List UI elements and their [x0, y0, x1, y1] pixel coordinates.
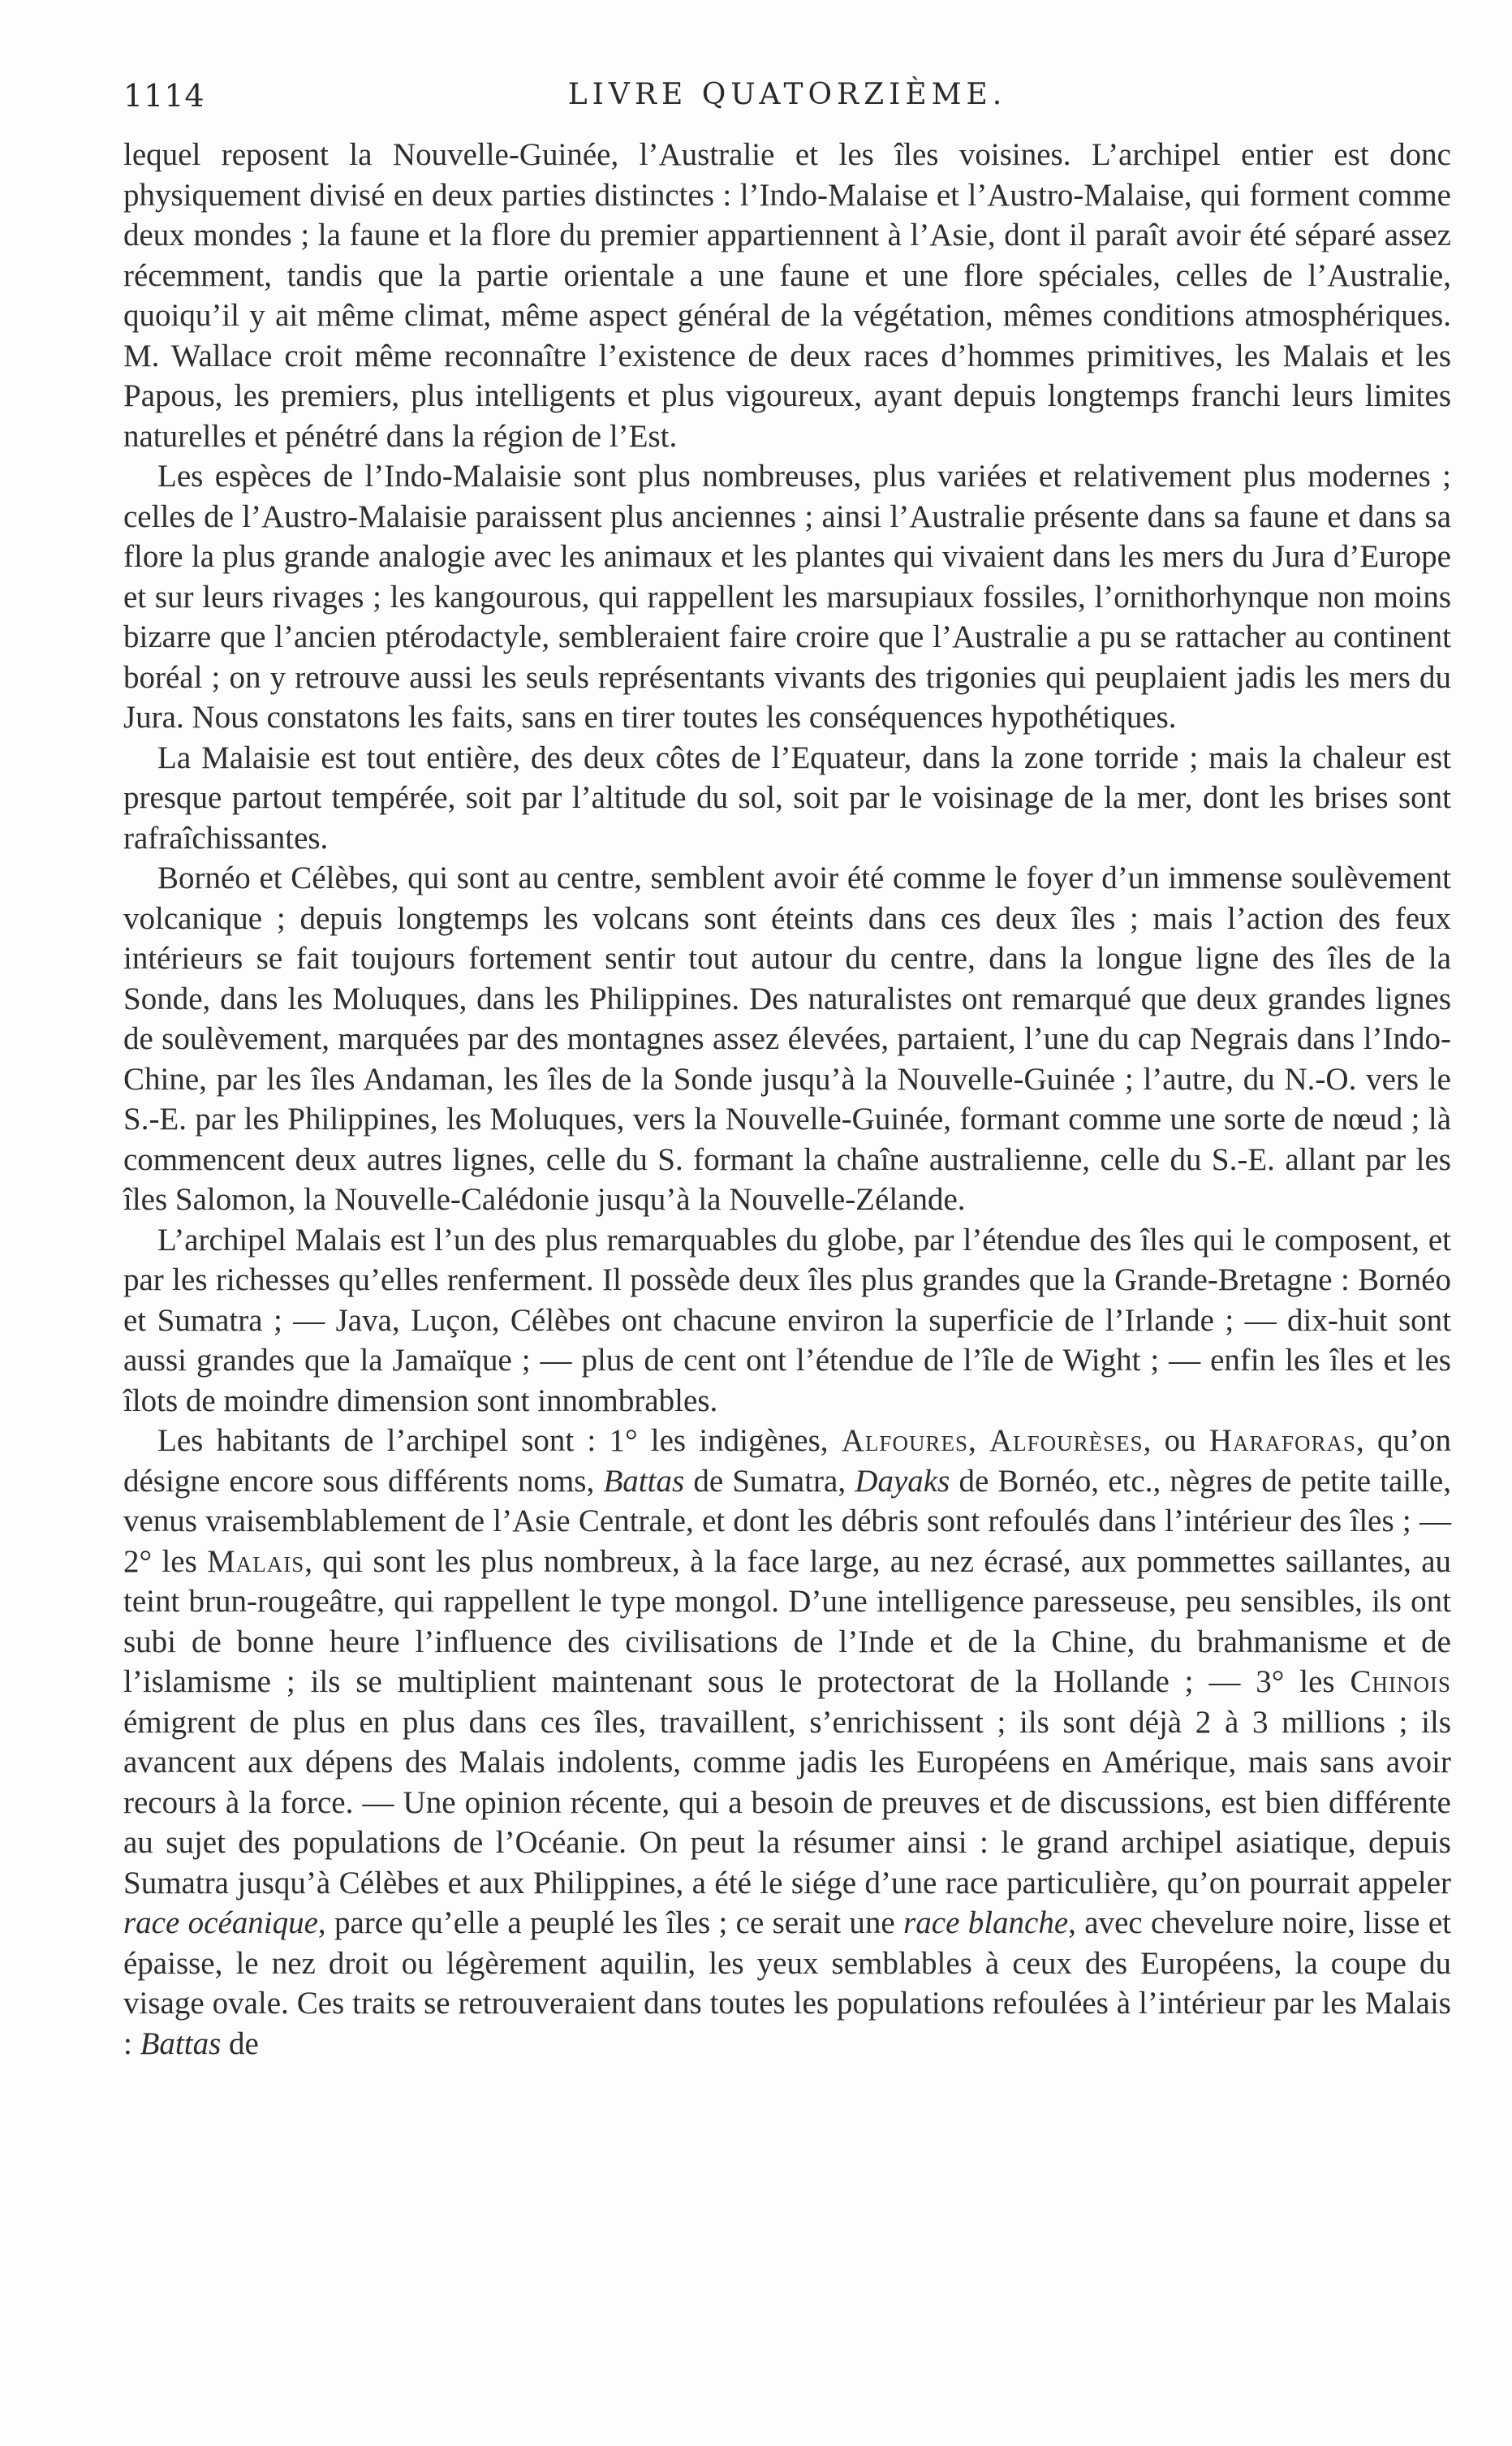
paragraph — [123, 858, 1451, 1220]
paragraph-text: de — [221, 2025, 259, 2061]
italic-text: Dayaks — [855, 1463, 950, 1499]
paragraph-text: Les espèces de l’Indo-Malaisie sont plus nombreuses, plus variées et relativement plus modernes ; celles de l’Austro-Malaisie paraissent plus anciennes ; ainsi l’Australie présente dans sa faune et dans sa flore la plus grande analogie avec les animaux et les plantes qui vivaient dans les mers du Jura d’Europe et sur leurs rivages ; les kangourous, qui rappellent les marsupiaux fossiles, l’ornithorhynque non moins bizarre que l’ancien ptérodactyle, sembleraient faire croire que l’Australie a pu se rattacher au continent boréal ; on y retrouve aussi les seuls représentants vivants des trigonies qui peuplaient jadis les mers du Jura. Nous constatons les faits, sans en tirer toutes les conséquences hypothétiques. — [123, 459, 1451, 735]
page-number: 1114 — [123, 78, 205, 114]
paragraph-text: , qu’on désigne encore sous différents noms, — [123, 1423, 1451, 1499]
body-text — [123, 135, 1451, 2064]
paragraph-text: de Bornéo, etc., nègres de petite taille, venus vraisemblablement de l’Asie Centrale, et dont les débris sont refoulés dans l’intérieur des îles ; — 2° les — [123, 1463, 1451, 1579]
paragraph-text: , qui sont les plus nombreux, à la face large, au nez écrasé, aux pommettes saillantes, au teint brun-rougeâtre, qui rappellent le type mongol. D’une intelligence paresseuse, peu sensibles, ils ont subi de bonne heure l’influence des civilisations de l’Inde et de la Chine, du brahmanisme et de l’islamisme ; ils se multiplient maintenant sous le protectorat de la Hollande ; — 3° les — [123, 1543, 1451, 1699]
paragraph — [123, 135, 1451, 456]
small-caps-text: Alfourèses — [989, 1423, 1144, 1458]
small-caps-text: Malais — [207, 1543, 305, 1579]
paragraph-text: de Sumatra, — [684, 1463, 855, 1499]
paragraph — [123, 1220, 1451, 1421]
paragraph-text: La Malaisie est tout entière, des deux côtes de l’Equateur, dans la zone torride ; mais la chaleur est presque partout tempérée, soit par l’altitude du sol, soit par le voisinage de la mer, dont les brises sont rafraîchissantes. — [123, 740, 1451, 856]
paragraph-text: , parce qu’elle a peuplé les îles ; ce serait une — [317, 1905, 904, 1940]
small-caps-text: Chinois — [1350, 1664, 1451, 1699]
italic-text: race océanique — [123, 1905, 318, 1940]
running-title: LIVRE QUATORZIÈME. — [567, 78, 1007, 111]
paragraph-text: L’archipel Malais est l’un des plus remarquables du globe, par l’étendue des îles qui le composent, et par les richesses qu’elles renferment. Il possède deux îles plus grandes que la Grande-Bretagne : Bornéo et Sumatra ; — Java, Luçon, Célèbes ont chacune environ la superficie de l’Irlande ; — dix-huit sont aussi grandes que la Jamaïque ; — plus de cent ont l’étendue de l’île de Wight ; — enfin les îles et les îlots de moindre dimension sont innombrables. — [123, 1222, 1451, 1418]
paragraph-text: , — [967, 1423, 989, 1458]
paragraph-text: Bornéo et Célèbes, qui sont au centre, semblent avoir été comme le foyer d’un immense soulèvement volcanique ; depuis longtemps les volcans sont éteints dans ces deux îles ; mais l’action des feux intérieurs se fait toujours fortement sentir tout autour du centre, dans la longue ligne des îles de la Sonde, dans les Moluques, dans les Philippines. Des naturalistes ont remarqué que deux grandes lignes de soulèvement, marquées par des montagnes assez élevées, partaient, l’une du cap Negrais dans l’Indo-Chine, par les îles Andaman, les îles de la Sonde jusqu’à la Nouvelle-Guinée ; l’autre, du N.-O. vers le S.-E. par les Philippines, les Moluques, vers la Nouvelle-Guinée, formant comme une sorte de nœud ; là commencent deux autres lignes, celle du S. formant la chaîne australienne, celle du S.-E. allant par les îles Salomon, la Nouvelle-Calédonie jusqu’à la Nouvelle-Zélande. — [123, 861, 1451, 1217]
italic-text: race blanche — [903, 1905, 1069, 1940]
paragraph-text: Les habitants de l’archipel sont : 1° les indigènes, — [157, 1423, 842, 1458]
page-header — [123, 78, 1451, 117]
paragraph — [123, 1421, 1451, 2064]
paragraph — [123, 738, 1451, 859]
small-caps-text: Alfoures — [841, 1423, 968, 1458]
paragraph-text: , avec chevelure noire, lisse et épaisse, le nez droit ou légèrement aquilin, les yeux semblables à ceux des Européens, la coupe du visage ovale. Ces traits se retrouveraient dans toutes les populations refoulées à l’intérieur par les Malais : — [123, 1905, 1451, 2061]
paragraph — [123, 456, 1451, 738]
italic-text: Battas — [603, 1463, 685, 1499]
italic-text: Battas — [140, 2025, 222, 2061]
paragraph-text: lequel reposent la Nouvelle-Guinée, l’Australie et les îles voisines. L’archipel entier est donc physiquement divisé en deux parties distinctes : l’Indo-Malaise et l’Austro-Malaise, qui forment comme deux mondes ; la faune et la flore du premier appartiennent à l’Asie, dont il paraît avoir été séparé assez récemment, tandis que la partie orientale a une faune et une flore spéciales, celles de l’Australie, quoiqu’il y ait même climat, même aspect général de la végétation, mêmes conditions atmosphériques. M. Wallace croit même reconnaître l’existence de deux races d’hommes primitives, les Malais et les Papous, les premiers, plus intelligents et plus vigoureux, ayant depuis longtemps franchi leurs limites naturelles et pénétré dans la région de l’Est. — [123, 137, 1451, 454]
paragraph-text: , ou — [1143, 1423, 1209, 1458]
paragraph-text: émigrent de plus en plus dans ces îles, travaillent, s’enrichissent ; ils sont déjà 2 à 3 millions ; ils avancent aux dépens des Malais indolents, comme jadis les Européens en Amérique, mais sans avoir recours à la force. — Une opinion récente, qui a besoin de preuves et de discussions, est bien différente au sujet des populations de l’Océanie. On peut la résumer ainsi : le grand archipel asiatique, depuis Sumatra jusqu’à Célèbes et aux Philippines, a été le siége d’une race particulière, qu’on pourrait appeler — [123, 1704, 1451, 1900]
small-caps-text: Haraforas — [1208, 1423, 1357, 1458]
